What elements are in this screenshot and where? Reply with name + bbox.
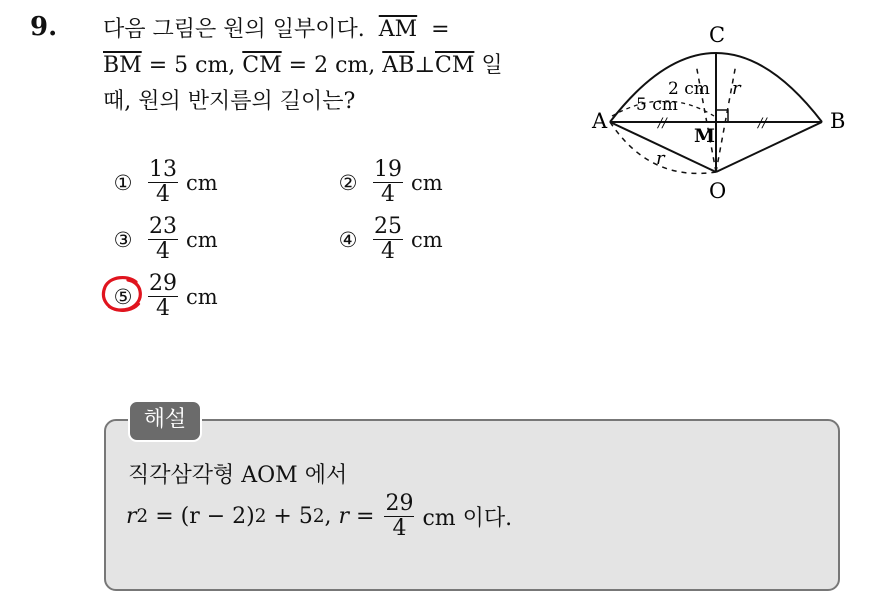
segment-am: $\overline{AM}$ [378,17,418,42]
segment-ab: $\overline{AB}$ [382,53,415,78]
choice-1[interactable]: ① $\frac{13}{4}$ cm [113,157,218,207]
equal-tick-bm: // [758,116,767,131]
segment-cm-2: $\overline{CM}$ [435,53,475,78]
label-r-upper: r [732,78,741,99]
label-5cm: 5 cm [636,95,678,115]
label-o: O [709,179,727,203]
perpendicular-symbol: ⊥ [414,53,436,78]
question-stem [103,12,553,120]
segment-bm: $\overline{BM}$ [103,53,142,78]
label-b: B [830,109,846,133]
choice-5[interactable]: ⑤ $\frac{29}{4}$ cm [113,271,218,321]
explanation-line-2: r 2 = (r − 2) 2 + 5 2 , r = $\frac{29}{4}$ cm 이다. [126,491,513,541]
stem-line-3: 때, 원의 반지름의 길이는? [103,89,356,114]
choice-3[interactable]: ③ $\frac{23}{4}$ cm [113,214,218,264]
explanation-line-1: 직각삼각형 AOM 에서 [128,463,348,488]
equal-tick-am: // [658,116,667,131]
segment-cm: $\overline{CM}$ [242,53,282,78]
label-c: C [709,23,726,47]
label-2cm: 2 cm [668,79,710,99]
label-m: M [694,125,716,147]
circle-geometry-figure [570,12,860,212]
explanation-tab: 해설 [128,400,202,442]
label-r-lower: r [656,148,665,169]
stem-line-2: $\overline{BM} = 5$ cm, $\overline{CM} = 2$ cm, $\overline{AB}\perp\overline{CM}$ 일 [103,53,503,78]
segment-bo-line [716,122,822,172]
stem-line-1: 다음 그림은 원의 일부이다. $\overline{AM}$ = [103,17,450,42]
choice-4[interactable]: ④ $\frac{25}{4}$ cm [338,214,443,264]
explanation-fraction: $\frac{29}{4}$ [385,491,414,541]
label-a: A [592,109,608,133]
choice-2[interactable]: ② $\frac{19}{4}$ cm [338,157,443,207]
question-number: 9. [30,12,58,42]
